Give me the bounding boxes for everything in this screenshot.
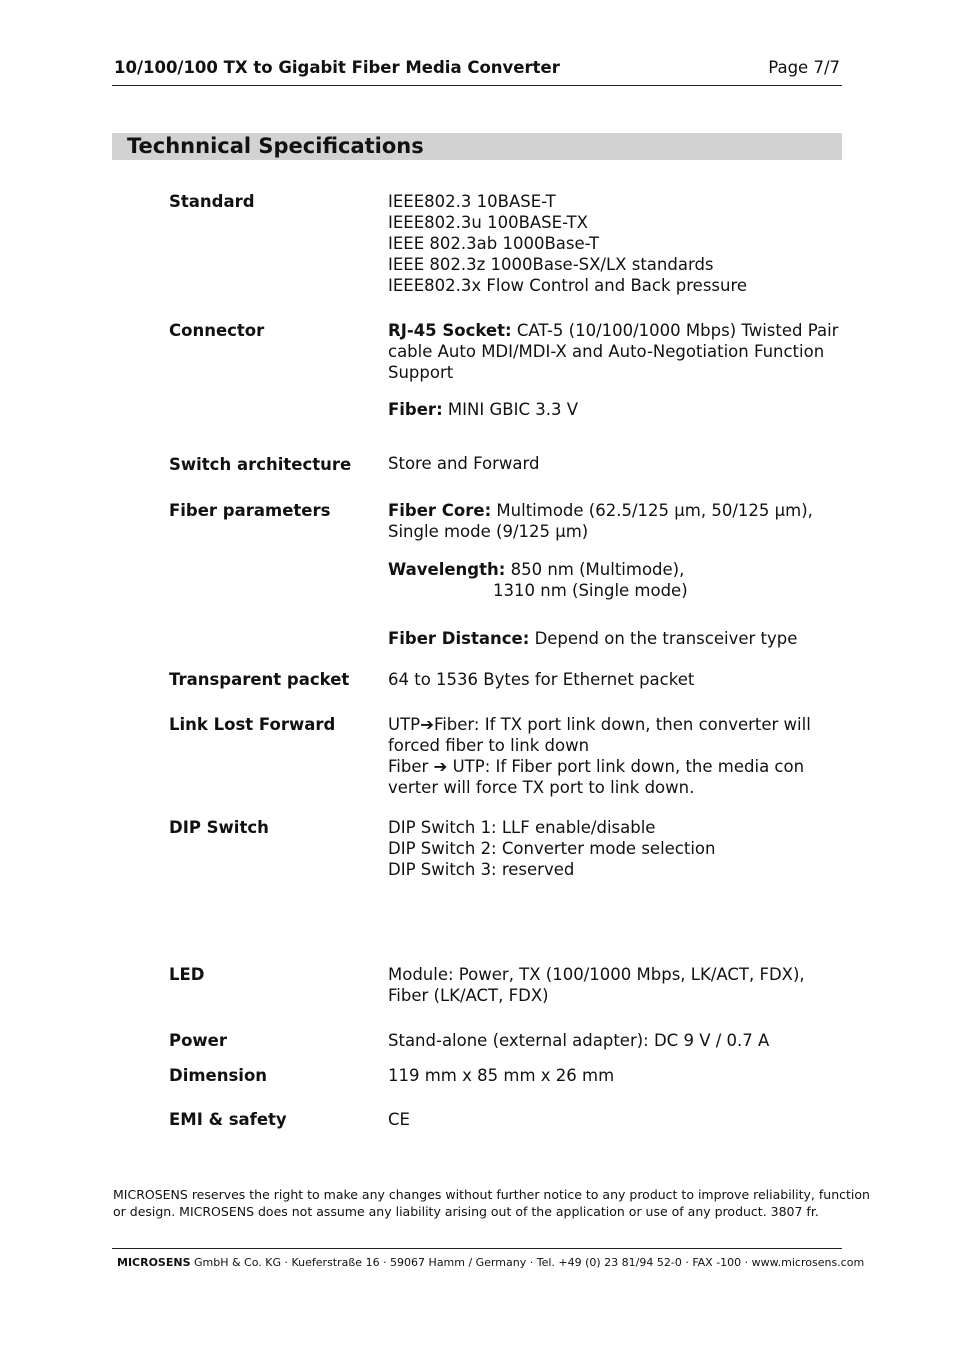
spec-text: Multimode (62.5/125 µm, 50/125 µm),	[491, 501, 813, 520]
spec-line: IEEE 802.3z 1000Base-SX/LX standards	[388, 255, 714, 274]
spec-paragraph	[388, 399, 840, 420]
spec-paragraph	[388, 320, 840, 383]
spec-line: Module: Power, TX (100/1000 Mbps, LK/ACT, FDX),	[388, 965, 805, 984]
spec-value	[388, 964, 840, 1006]
spec-text: UTP	[388, 715, 421, 734]
spec-line: Single mode (9/125 µm)	[388, 522, 589, 541]
spec-line: Stand-alone (external adapter): DC 9 V / 0.7 A	[388, 1031, 770, 1050]
section-heading-bar	[112, 133, 842, 160]
footer-divider	[112, 1248, 842, 1249]
arrow-right-icon: ➔	[420, 715, 434, 734]
spec-text: MINI GBIC 3.3 V	[442, 400, 578, 419]
spec-line	[388, 628, 840, 649]
spec-key: Wavelength:	[388, 560, 506, 579]
spec-label: Transparent packet	[169, 670, 350, 689]
spec-line: DIP Switch 1: LLF enable/disable	[388, 818, 656, 837]
spec-key: Fiber:	[388, 400, 443, 419]
disclaimer	[113, 1187, 870, 1220]
spec-value	[388, 191, 840, 296]
page-number: Page 7/7	[768, 58, 840, 77]
spec-text: 850 nm (Multimode),	[505, 560, 685, 579]
spec-text: CAT-5 (10/100/1000 Mbps) Twisted Pair cable Auto MDI/MDI-X and Auto-Negotiation Function Support	[388, 321, 839, 382]
spec-value	[388, 1030, 840, 1051]
spec-line: 1310 nm (Single mode)	[493, 581, 688, 600]
disclaimer-line: MICROSENS reserves the right to make any changes without further notice to any product to improve reliability, function	[113, 1187, 870, 1202]
page-footer	[117, 1256, 864, 1269]
spec-label: Switch architecture	[169, 455, 352, 474]
spec-line	[388, 714, 840, 735]
spec-line: Store and Forward	[388, 454, 540, 473]
spec-line: forced fiber to link down	[388, 736, 590, 755]
spec-line: 119 mm x 85 mm x 26 mm	[388, 1066, 615, 1085]
spec-line: Fiber (LK/ACT, FDX)	[388, 986, 549, 1005]
spec-label: EMI & safety	[169, 1110, 287, 1129]
spec-label: DIP Switch	[169, 818, 269, 837]
spec-value	[388, 453, 840, 474]
spec-text: UTP: If Fiber port link down, the media con	[447, 757, 805, 776]
spec-label: Power	[169, 1031, 227, 1050]
spec-key: Fiber Core:	[388, 501, 492, 520]
spec-text: Depend on the transceiver type	[529, 629, 798, 648]
spec-line	[388, 559, 840, 580]
spec-value	[388, 500, 840, 649]
disclaimer-line: or design. MICROSENS does not assume any liability arising out of the application or use of any product. 3807 fr.	[113, 1203, 819, 1219]
section-title: Technnical Specifications	[127, 134, 424, 158]
spec-line: verter will force TX port to link down.	[388, 778, 695, 797]
spec-line: DIP Switch 2: Converter mode selection	[388, 839, 716, 858]
spec-line: IEEE 802.3ab 1000Base-T	[388, 234, 600, 253]
page-header	[112, 58, 842, 86]
spec-line: IEEE802.3u 100BASE-TX	[388, 213, 588, 232]
spec-line: IEEE802.3x Flow Control and Back pressure	[388, 276, 748, 295]
spec-line: CE	[388, 1110, 410, 1129]
spec-label: Connector	[169, 321, 265, 340]
spec-line: DIP Switch 3: reserved	[388, 860, 575, 879]
spec-value	[388, 817, 840, 880]
spec-label: Dimension	[169, 1066, 268, 1085]
spec-text: Fiber	[388, 757, 434, 776]
spec-key: Fiber Distance:	[388, 629, 530, 648]
spec-value	[388, 1109, 840, 1130]
document-title: 10/100/100 TX to Gigabit Fiber Media Converter	[114, 58, 560, 77]
spec-label: Standard	[169, 192, 255, 211]
spec-value	[388, 714, 840, 798]
spec-key: RJ-45 Socket:	[388, 321, 512, 340]
spec-value	[388, 320, 840, 420]
spec-label: Link Lost Forward	[169, 715, 336, 734]
spec-value	[388, 1065, 840, 1086]
spec-label: LED	[169, 965, 205, 984]
spec-text: Fiber: If TX port link down, then converter will	[433, 715, 811, 734]
arrow-right-icon: ➔	[433, 757, 448, 776]
spec-line	[388, 756, 840, 777]
spec-label: Fiber parameters	[169, 501, 331, 520]
spec-line: IEEE802.3 10BASE-T	[388, 192, 556, 211]
spec-line	[388, 500, 840, 521]
footer-company: MICROSENS	[117, 1256, 191, 1269]
footer-address: GmbH & Co. KG · Kueferstraße 16 · 59067 Hamm / Germany · Tel. +49 (0) 23 81/94 52-0 · FAX -100 · www.microsens.com	[190, 1256, 865, 1269]
spec-value	[388, 669, 840, 690]
spec-line: 64 to 1536 Bytes for Ethernet packet	[388, 670, 695, 689]
